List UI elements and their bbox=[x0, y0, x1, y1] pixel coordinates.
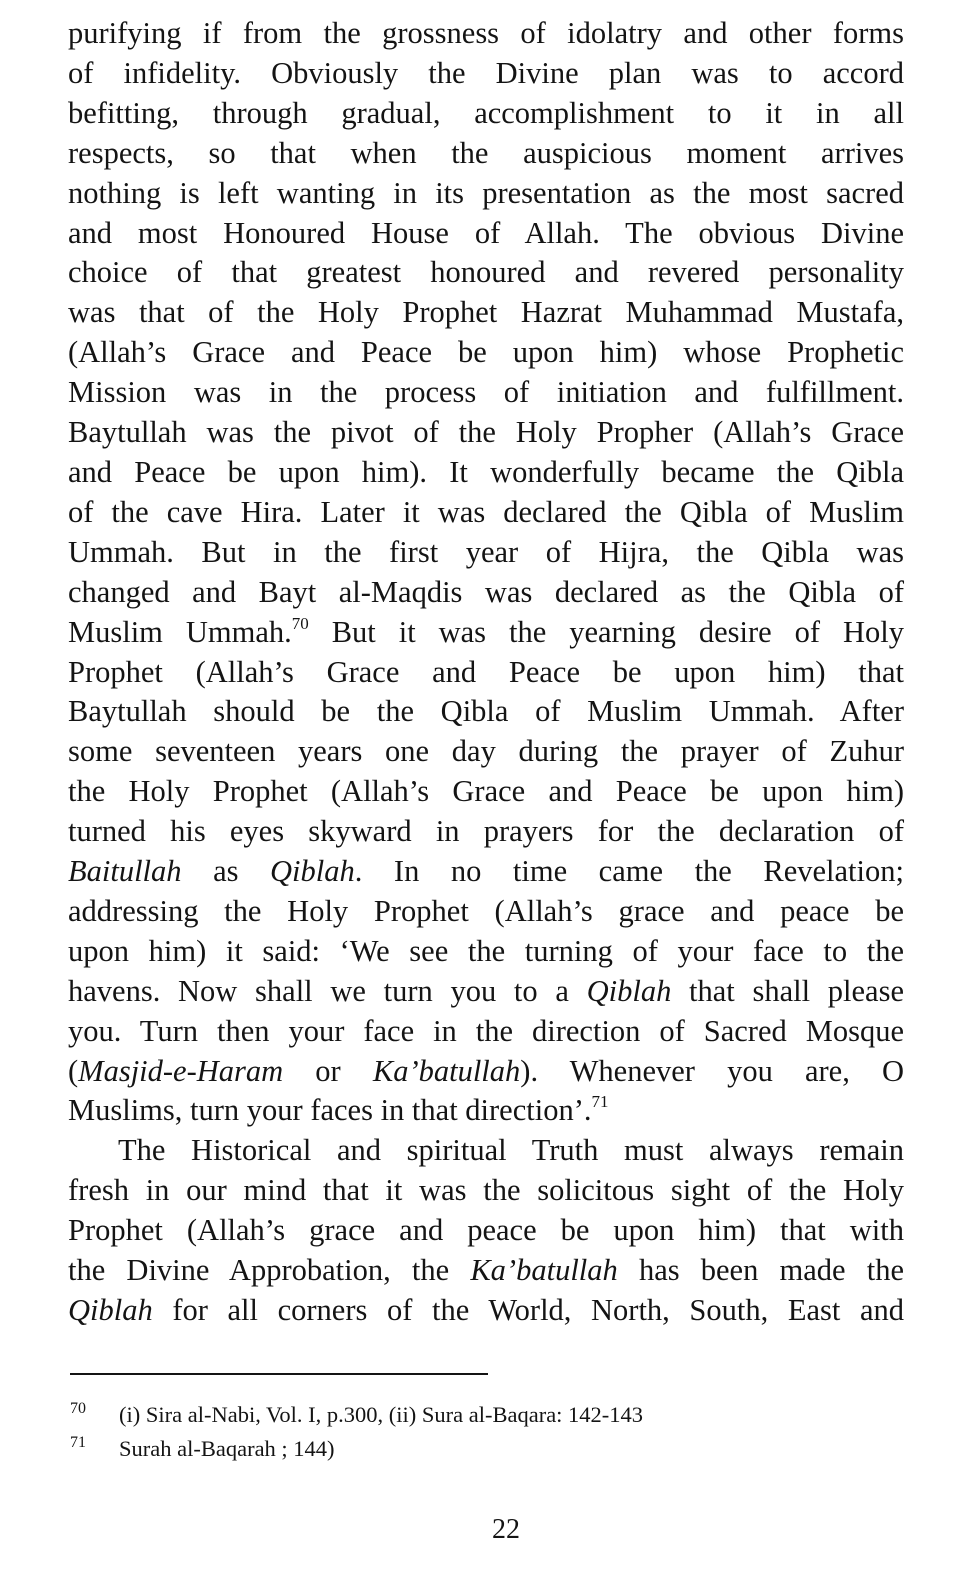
italic-term: Qiblah bbox=[270, 854, 355, 889]
text-line: befitting, through gradual, accomplishment to it in all bbox=[68, 95, 904, 130]
body-text bbox=[68, 14, 904, 1331]
text-line bbox=[68, 1291, 904, 1331]
line-text: But it was the yearning desire of Holy bbox=[308, 614, 904, 649]
text-line: and Peace be upon him). It wonderfully became the Qibla bbox=[68, 454, 904, 489]
text-line: Mission was in the process of initiation and fulfillment. bbox=[68, 375, 904, 410]
text-line: choice of that greatest honoured and revered personality bbox=[68, 255, 904, 290]
italic-term: Qiblah bbox=[68, 1293, 153, 1327]
line-text: Muslims, turn your faces in that direction’. bbox=[68, 1093, 592, 1128]
footnote-number: 71 bbox=[70, 1434, 86, 1451]
text-line: of the cave Hira. Later it was declared the Qibla of Muslim bbox=[68, 494, 904, 529]
text-line: the Holy Prophet (Allah’s Grace and Peace be upon him) bbox=[68, 774, 904, 809]
text-line bbox=[68, 613, 904, 653]
line-text: ). Whenever you are, O bbox=[520, 1053, 904, 1088]
paragraph-2 bbox=[68, 1131, 904, 1331]
text-line: fresh in our mind that it was the solicitous sight of the Holy bbox=[68, 1173, 904, 1208]
text-line bbox=[68, 1091, 904, 1131]
text-line: of infidelity. Obviously the Divine plan was to accord bbox=[68, 55, 904, 90]
text-line: nothing is left wanting in its presentation as the most sacred bbox=[68, 175, 904, 210]
footnote-divider bbox=[70, 1373, 488, 1375]
footnote-ref-70: 70 bbox=[291, 613, 309, 633]
text-line: was that of the Holy Prophet Hazrat Muhammad Mustafa, bbox=[68, 295, 904, 330]
line-text: or bbox=[283, 1053, 373, 1088]
italic-term: Ka’batullah bbox=[470, 1253, 618, 1288]
text-line: some seventeen years one day during the prayer of Zuhur bbox=[68, 734, 904, 769]
italic-term: Baitullah bbox=[68, 854, 182, 889]
text-line: The Historical and spiritual Truth must always remain bbox=[118, 1133, 904, 1168]
line-text: as bbox=[181, 854, 271, 889]
line-text: ( bbox=[68, 1053, 79, 1088]
line-text: Muslim Ummah. bbox=[68, 614, 292, 649]
text-line: Baytullah was the pivot of the Holy Propher (Allah’s Grace bbox=[68, 415, 904, 450]
footnote-71 bbox=[70, 1432, 643, 1466]
line-text: . In no time came the Revelation; bbox=[354, 854, 904, 889]
italic-term: Masjid-e-Haram bbox=[78, 1053, 284, 1088]
text-line: respects, so that when the auspicious moment arrives bbox=[68, 135, 904, 170]
footnote-number: 70 bbox=[70, 1400, 86, 1417]
line-text: that shall please bbox=[671, 973, 904, 1008]
text-line bbox=[68, 852, 904, 892]
text-line bbox=[68, 972, 904, 1012]
text-line: upon him) it said: ‘We see the turning of your face to the bbox=[68, 933, 904, 968]
line-text: for all corners of the World, North, South, East and bbox=[152, 1293, 904, 1327]
text-line: addressing the Holy Prophet (Allah’s grace and peace be bbox=[68, 893, 904, 928]
text-line: Baytullah should be the Qibla of Muslim Ummah. After bbox=[68, 694, 904, 729]
line-text: the Divine Approbation, the bbox=[68, 1253, 471, 1288]
line-text: has been made the bbox=[617, 1253, 904, 1288]
italic-term: Qiblah bbox=[586, 973, 672, 1008]
paragraph-1 bbox=[68, 14, 904, 1131]
text-line: you. Turn then your face in the direction of Sacred Mosque bbox=[68, 1013, 904, 1048]
italic-term: Ka’batullah bbox=[372, 1053, 521, 1088]
text-line: (Allah’s Grace and Peace be upon him) whose Prophetic bbox=[68, 335, 904, 370]
footnote-text: (i) Sira al-Nabi, Vol. I, p.300, (ii) Sura al-Baqara: 142-143 bbox=[119, 1402, 644, 1427]
text-line bbox=[68, 1052, 904, 1092]
text-line: Prophet (Allah’s grace and peace be upon him) that with bbox=[68, 1213, 904, 1248]
text-line: and most Honoured House of Allah. The obvious Divine bbox=[68, 215, 904, 250]
footnote-text: Surah al-Baqarah ; 144) bbox=[119, 1436, 335, 1461]
page-number: 22 bbox=[492, 1514, 520, 1545]
text-line: purifying if from the grossness of idolatry and other forms bbox=[68, 16, 904, 50]
footnote-ref-71: 71 bbox=[591, 1092, 609, 1112]
text-line: Prophet (Allah’s Grace and Peace be upon him) that bbox=[68, 654, 904, 689]
text-line bbox=[68, 1251, 904, 1291]
text-line: turned his eyes skyward in prayers for the declaration of bbox=[68, 814, 904, 849]
text-line: changed and Bayt al-Maqdis was declared as the Qibla of bbox=[68, 574, 904, 609]
text-line: Ummah. But in the first year of Hijra, the Qibla was bbox=[68, 534, 904, 569]
footnote-70 bbox=[70, 1398, 643, 1432]
footnotes bbox=[70, 1398, 643, 1466]
line-text: havens. Now shall we turn you to a bbox=[68, 973, 587, 1008]
